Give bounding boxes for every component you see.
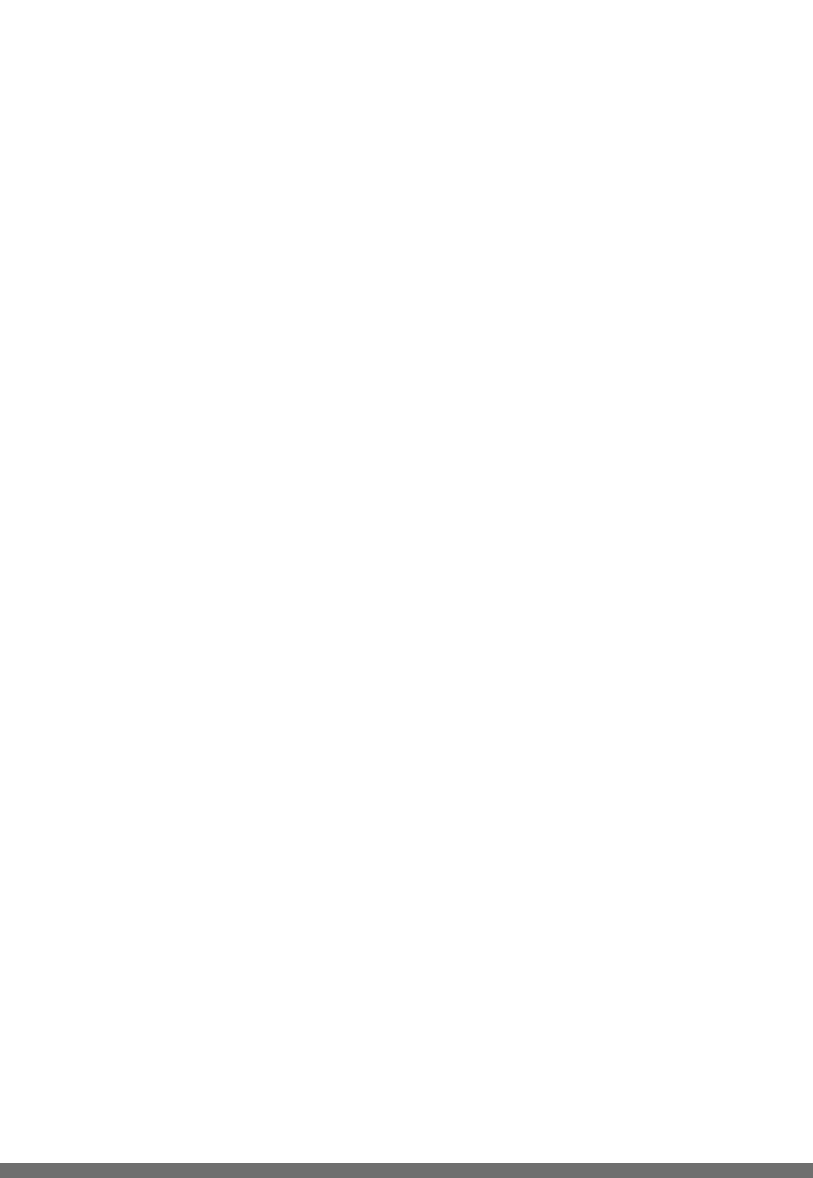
- bottom-scrollbar-strip: [0, 1163, 813, 1178]
